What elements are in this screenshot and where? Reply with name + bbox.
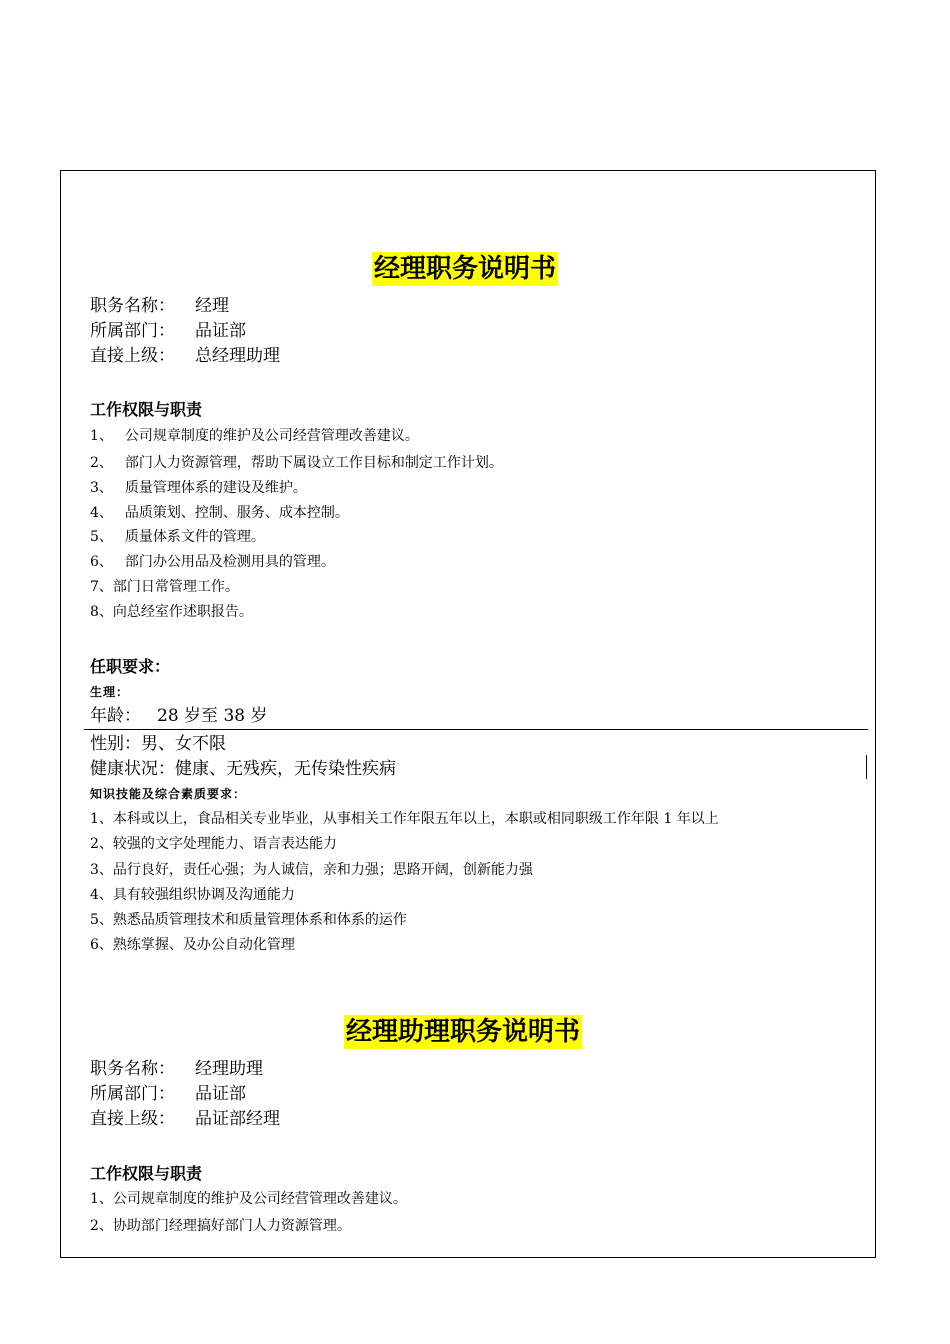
item-text: 具有较强组织协调及沟通能力 xyxy=(112,887,295,903)
list-item xyxy=(90,860,533,880)
item-text: 质量管理体系的建设及维护。 xyxy=(124,480,307,496)
doc1-title: 经理职务说明书 xyxy=(374,254,557,284)
doc2-duties-heading: 工作权限与职责 xyxy=(90,1164,203,1183)
item-number: 5、 xyxy=(90,912,113,928)
list-item xyxy=(90,426,419,446)
item-text: 向总经室作述职报告。 xyxy=(112,604,253,620)
list-item xyxy=(90,478,307,498)
item-number: 8、 xyxy=(90,604,113,620)
item-number: 2、 xyxy=(90,1218,113,1234)
cursor-bar xyxy=(866,755,867,779)
doc1-skills-heading: 知识技能及综合素质要求： xyxy=(90,787,247,801)
item-text: 质量体系文件的管理。 xyxy=(124,529,265,545)
field-label: 健康状况： xyxy=(90,759,175,779)
item-number: 1、 xyxy=(90,428,113,444)
list-item xyxy=(90,834,337,854)
field-label: 所属部门： xyxy=(90,321,175,341)
list-item xyxy=(90,527,265,547)
item-number: 1、 xyxy=(90,1191,113,1207)
doc2-title: 经理助理职务说明书 xyxy=(346,1017,581,1047)
doc1-physical-heading: 生理： xyxy=(90,685,130,699)
list-item xyxy=(90,935,295,955)
list-item xyxy=(90,577,239,597)
item-number: 3、 xyxy=(90,862,113,878)
item-text: 较强的文字处理能力、语言表达能力 xyxy=(112,836,337,852)
item-text: 品质策划、控制、服务、成本控制。 xyxy=(124,505,349,521)
item-text: 协助部门经理搞好部门人力资源管理。 xyxy=(112,1218,351,1234)
doc1-physical-age xyxy=(90,705,267,727)
list-item xyxy=(90,1216,351,1236)
item-number: 3、 xyxy=(90,480,113,496)
item-text: 部门日常管理工作。 xyxy=(112,579,239,595)
item-number: 6、 xyxy=(90,937,113,953)
doc1-physical-health xyxy=(90,758,396,780)
item-number: 7、 xyxy=(90,579,113,595)
field-value: 品证部 xyxy=(195,321,246,341)
item-text: 公司规章制度的维护及公司经营管理改善建议。 xyxy=(124,428,419,444)
item-text: 公司规章制度的维护及公司经营管理改善建议。 xyxy=(112,1191,407,1207)
field-label: 职务名称： xyxy=(90,296,175,316)
item-number: 2、 xyxy=(90,836,113,852)
item-number: 2、 xyxy=(90,455,113,471)
field-label: 所属部门： xyxy=(90,1084,175,1104)
item-number: 4、 xyxy=(90,887,113,903)
horizontal-rule xyxy=(84,729,868,730)
field-value: 品证部经理 xyxy=(195,1109,280,1129)
item-text: 部门人力资源管理，帮助下属设立工作目标和制定工作计划。 xyxy=(124,455,503,471)
item-text: 部门办公用品及检测用具的管理。 xyxy=(124,554,335,570)
field-value: 品证部 xyxy=(195,1084,246,1104)
list-item xyxy=(90,885,295,905)
list-item xyxy=(90,503,349,523)
list-item xyxy=(90,809,719,829)
item-number: 1、 xyxy=(90,811,113,827)
doc1-field-department xyxy=(90,320,246,342)
doc2-field-position xyxy=(90,1058,263,1080)
field-label: 职务名称： xyxy=(90,1059,175,1079)
field-label: 年龄： xyxy=(90,706,141,726)
item-text: 本科或以上，食品相关专业毕业，从事相关工作年限五年以上，本职或相同职级工作年限 1 年以上 xyxy=(112,811,719,827)
field-value: 经理 xyxy=(195,296,229,316)
list-item xyxy=(90,602,253,622)
field-value: 28 岁至 38 岁 xyxy=(157,706,268,726)
item-number: 5、 xyxy=(90,529,113,545)
item-text: 熟悉品质管理技术和质量管理体系和体系的运作 xyxy=(112,912,407,928)
field-value: 健康、无残疾，无传染性疾病 xyxy=(175,759,396,779)
field-value: 男、女不限 xyxy=(141,734,226,754)
field-value: 经理助理 xyxy=(195,1059,263,1079)
item-number: 6、 xyxy=(90,554,113,570)
list-item xyxy=(90,552,335,572)
item-text: 熟练掌握、及办公自动化管理 xyxy=(112,937,295,953)
field-label: 直接上级： xyxy=(90,1109,175,1129)
doc1-field-position xyxy=(90,295,229,317)
field-value: 总经理助理 xyxy=(195,346,280,366)
item-number: 4、 xyxy=(90,505,113,521)
doc1-physical-gender xyxy=(90,733,226,755)
doc2-field-department xyxy=(90,1083,246,1105)
doc1-field-supervisor xyxy=(90,345,280,367)
item-text: 品行良好，责任心强；为人诚信，亲和力强；思路开阔，创新能力强 xyxy=(112,862,533,878)
field-label: 性别： xyxy=(90,734,141,754)
doc2-field-supervisor xyxy=(90,1108,280,1130)
doc1-requirements-heading: 任职要求： xyxy=(90,657,171,676)
doc1-duties-heading: 工作权限与职责 xyxy=(90,400,203,419)
list-item xyxy=(90,453,503,473)
field-label: 直接上级： xyxy=(90,346,175,366)
list-item xyxy=(90,910,407,930)
list-item xyxy=(90,1189,407,1209)
